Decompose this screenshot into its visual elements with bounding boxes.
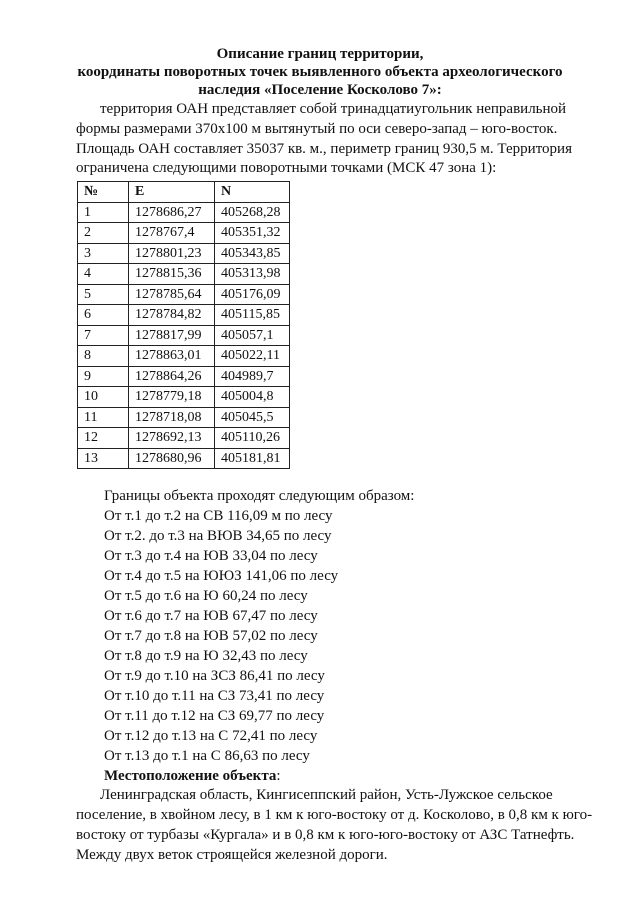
cell-number: 5 [78,284,129,305]
table-row [78,202,290,223]
cell-number: 4 [78,264,129,285]
coordinates-table [77,181,290,469]
table-header-row [78,182,290,203]
location-line-2: поселение, в хвойном лесу, в 1 км к юго-востоку от д. Косколово, в 0,8 км к юго- [76,807,593,823]
border-line: От т.11 до т.12 на СЗ 69,77 по лесу [104,708,325,724]
header-number: № [78,182,129,203]
location-line-4: Между двух веток строящейся железной дороги. [76,847,388,863]
location-heading-text: Местоположение объекта [104,768,277,784]
border-lines [104,506,584,766]
borders-section [104,486,584,786]
table-row [78,325,290,346]
table-row [78,223,290,244]
table-row [78,366,290,387]
document-title-line-1: Описание границ территории, [216,46,424,62]
cell-e: 1278785,64 [129,284,215,305]
table-row [78,428,290,449]
border-line: От т.2. до т.3 на ВЮВ 34,65 по лесу [104,528,332,544]
border-line: От т.8 до т.9 на Ю 32,43 по лесу [104,648,308,664]
document-title-line-3: наследия «Поселение Косколово 7»: [198,82,442,98]
cell-e: 1278680,96 [129,448,215,469]
cell-number: 6 [78,305,129,326]
cell-number: 8 [78,346,129,367]
cell-e: 1278864,26 [129,366,215,387]
table-row [78,284,290,305]
table-row [78,387,290,408]
cell-number: 12 [78,428,129,449]
cell-number: 2 [78,223,129,244]
cell-n: 405115,85 [215,305,290,326]
intro-line-2: формы размерами 370х100 м вытянутый по оси северо-запад – юго-восток. [76,121,558,137]
location-line-1: Ленинградская область, Кингисеппский район, Усть-Лужское сельское [100,787,553,803]
cell-number: 3 [78,243,129,264]
location-heading-colon: : [276,768,281,784]
cell-n: 405313,98 [215,264,290,285]
cell-number: 10 [78,387,129,408]
table-row [78,448,290,469]
cell-e: 1278718,08 [129,407,215,428]
cell-n: 405110,26 [215,428,290,449]
border-line: От т.7 до т.8 на ЮВ 57,02 по лесу [104,628,318,644]
cell-n: 405176,09 [215,284,290,305]
cell-n: 405343,85 [215,243,290,264]
cell-n: 405351,32 [215,223,290,244]
border-line: От т.10 до т.11 на СЗ 73,41 по лесу [104,688,325,704]
border-line: От т.9 до т.10 на ЗСЗ 86,41 по лесу [104,668,325,684]
cell-e: 1278815,36 [129,264,215,285]
cell-number: 9 [78,366,129,387]
border-line: От т.6 до т.7 на ЮВ 67,47 по лесу [104,608,318,624]
header-e: E [129,182,215,203]
border-line: От т.3 до т.4 на ЮВ 33,04 по лесу [104,548,318,564]
table-row [78,243,290,264]
cell-number: 7 [78,325,129,346]
border-line: От т.5 до т.6 на Ю 60,24 по лесу [104,588,308,604]
border-line: От т.12 до т.13 на С 72,41 по лесу [104,728,318,744]
cell-e: 1278863,01 [129,346,215,367]
document-title-line-2: координаты поворотных точек выявленного объекта археологического [77,64,563,80]
cell-n: 405268,28 [215,202,290,223]
cell-n: 404989,7 [215,366,290,387]
cell-number: 11 [78,407,129,428]
table-body [78,202,290,469]
cell-e: 1278784,82 [129,305,215,326]
border-line: От т.1 до т.2 на СВ 116,09 м по лесу [104,508,333,524]
header-n: N [215,182,290,203]
intro-line-4: ограничена следующими поворотными точками (МСК 47 зона 1): [76,160,497,176]
cell-n: 405004,8 [215,387,290,408]
cell-e: 1278779,18 [129,387,215,408]
borders-heading: Границы объекта проходят следующим образом: [104,488,415,504]
cell-n: 405022,11 [215,346,290,367]
cell-n: 405181,81 [215,448,290,469]
table-row [78,264,290,285]
location-heading [104,766,584,786]
table-row [78,346,290,367]
cell-e: 1278692,13 [129,428,215,449]
intro-line-1: территория ОАН представляет собой тринадцатиугольник неправильной [100,101,567,117]
cell-n: 405057,1 [215,325,290,346]
border-line: От т.4 до т.5 на ЮЮЗ 141,06 по лесу [104,568,339,584]
cell-number: 13 [78,448,129,469]
table-row [78,407,290,428]
cell-e: 1278767,4 [129,223,215,244]
cell-number: 1 [78,202,129,223]
cell-e: 1278801,23 [129,243,215,264]
border-line: От т.13 до т.1 на С 86,63 по лесу [104,748,310,764]
cell-e: 1278686,27 [129,202,215,223]
cell-n: 405045,5 [215,407,290,428]
location-line-3: востоку от турбазы «Кургала» и в 0,8 км к юго-юго-востоку от АЗС Татнефть. [76,827,575,843]
table-row [78,305,290,326]
intro-line-3: Площадь ОАН составляет 35037 кв. м., периметр границ 930,5 м. Территория [76,141,572,157]
cell-e: 1278817,99 [129,325,215,346]
